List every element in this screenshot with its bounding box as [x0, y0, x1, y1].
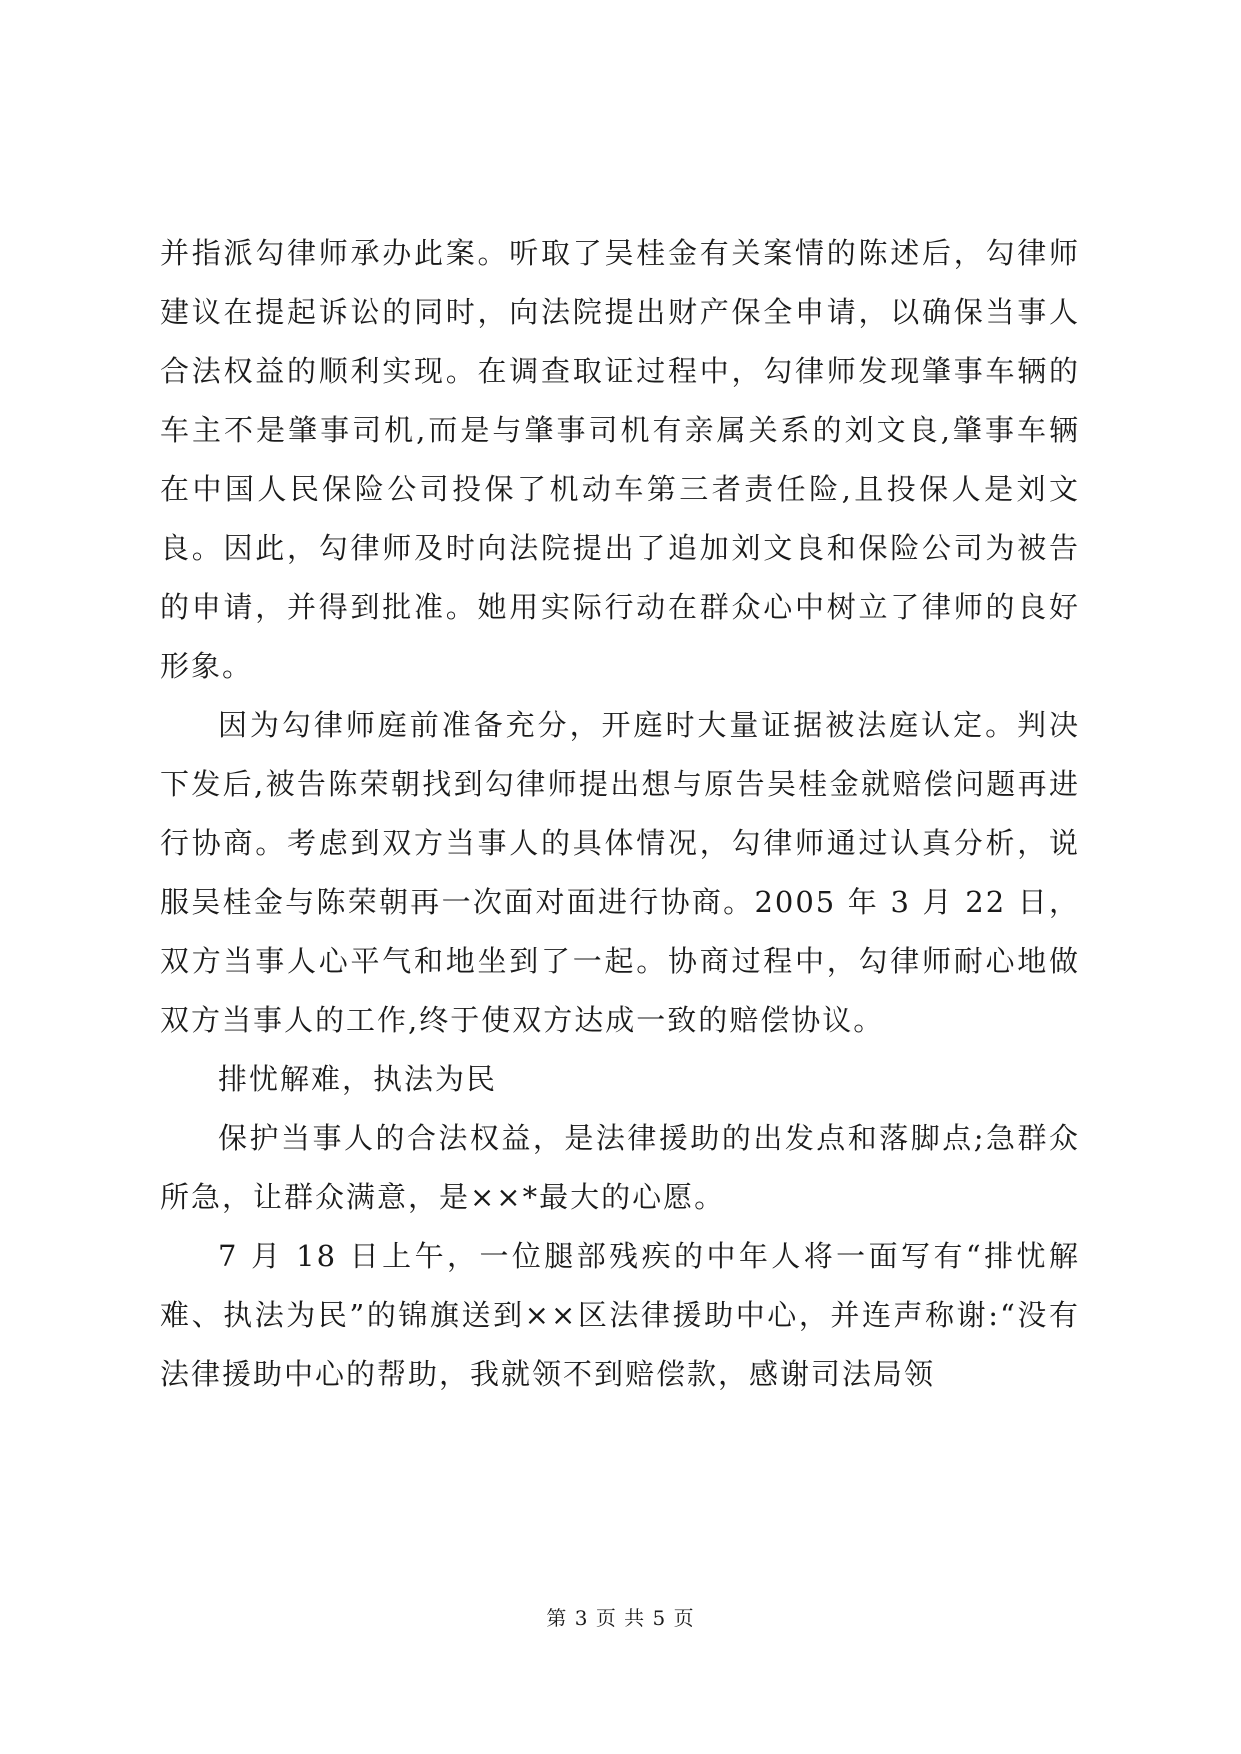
- paragraph-continuation: 并指派勾律师承办此案。听取了吴桂金有关案情的陈述后，勾律师建议在提起诉讼的同时，向法院提出财产保全申请，以确保当事人合法权益的顺利实现。在调查取证过程中，勾律师发现肇事车辆的车主不是肇事司机,而是与肇事司机有亲属关系的刘文良,肇事车辆在中国人民保险公司投保了机动车第三者责任险,且投保人是刘文良。因此，勾律师及时向法院提出了追加刘文良和保险公司为被告的申请，并得到批准。她用实际行动在群众心中树立了律师的良好形象。: [160, 236, 1080, 683]
- page-footer: [0, 1602, 1241, 1631]
- page-indicator: 第 3 页 共 5 页: [546, 1606, 695, 1630]
- paragraph-mission: 保护当事人的合法权益，是法律援助的出发点和落脚点;急群众所急，让群众满意，是××*最大的心愿。: [160, 1121, 1080, 1214]
- document-body: [160, 224, 1080, 1404]
- section-heading: 排忧解难，执法为民: [218, 1062, 498, 1096]
- paragraph-banner-story: 7 月 18 日上午，一位腿部残疾的中年人将一面写有“排忧解难、执法为民”的锦旗送到××区法律援助中心，并连声称谢:“没有法律援助中心的帮助，我就领不到赔偿款，感谢司法局领: [160, 1239, 1080, 1391]
- paragraph-judgment: 因为勾律师庭前准备充分，开庭时大量证据被法庭认定。判决下发后,被告陈荣朝找到勾律师提出想与原告吴桂金就赔偿问题再进行协商。考虑到双方当事人的具体情况，勾律师通过认真分析，说服吴桂金与陈荣朝再一次面对面进行协商。2005 年 3 月 22 日，双方当事人心平气和地坐到了一起。协商过程中，勾律师耐心地做双方当事人的工作,终于使双方达成一致的赔偿协议。: [160, 708, 1080, 1037]
